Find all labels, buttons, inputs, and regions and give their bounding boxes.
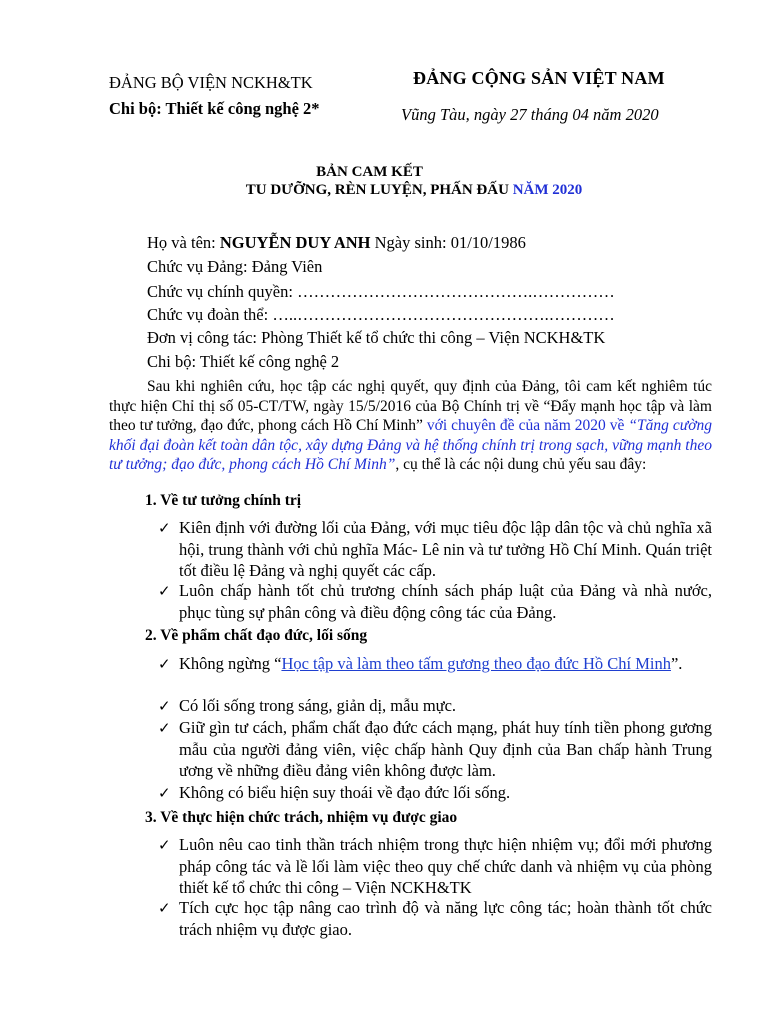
link-hoc-tap[interactable]: Học tập và làm theo tấm gương theo đạo đức Hồ Chí Minh bbox=[281, 654, 671, 673]
list-item: Giữ gìn tư cách, phẩm chất đạo đức cách mạng, phát huy tính tiền phong gương mẫu của người đảng viên, việc chấp hành Quy định của Ban chấp hành Trung ương về những điều đảng viên không được làm. bbox=[179, 718, 712, 780]
branch-name: Chi bộ: Thiết kế công nghệ 2* bbox=[109, 99, 320, 118]
list-item: Luôn nêu cao tinh thần trách nhiệm trong thực hiện nhiệm vụ; đổi mới phương pháp công tác và lề lối làm việc theo quy chế chức danh và nhiệm vụ của phòng thiết kế tổ chức thi công – Viện NCKH&TK bbox=[179, 835, 712, 897]
check-icon: ✓ bbox=[158, 699, 171, 715]
list-item: Kiên định với đường lối của Đảng, với mục tiêu độc lập dân tộc và chủ nghĩa xã hội, trung thành với chủ nghĩa Mác- Lê nin và tư tưởng Hồ Chí Minh. Quán triệt tốt điều lệ Đảng và nghị quyết các cấp. bbox=[179, 518, 712, 580]
check-icon: ✓ bbox=[158, 901, 171, 917]
gov-role: Chức vụ chính quyền: …………………………………….…………… bbox=[147, 282, 615, 301]
list-item: Tích cực học tập nâng cao trình độ và năng lực công tác; hoàn thành tốt chức trách nhiệm vụ được giao. bbox=[179, 898, 712, 939]
check-icon: ✓ bbox=[158, 838, 171, 854]
union-role: Chức vụ đoàn thể: …..……………………………………….………… bbox=[147, 305, 615, 324]
list-item: Không có biểu hiện suy thoái về đạo đức lối sống. bbox=[179, 783, 511, 802]
document-title: BẢN CAM KẾT bbox=[316, 164, 423, 180]
full-name: NGUYỄN DUY ANH bbox=[219, 233, 371, 252]
party-heading: ĐẢNG CỘNG SẢN VIỆT NAM bbox=[413, 68, 665, 88]
section-heading: 1. Về tư tưởng chính trị bbox=[145, 492, 302, 509]
list-item: Có lối sống trong sáng, giản dị, mẫu mực. bbox=[179, 696, 457, 715]
list-item: Không ngừng “Học tập và làm theo tấm gương theo đạo đức Hồ Chí Minh”. bbox=[179, 654, 683, 673]
check-icon: ✓ bbox=[158, 521, 171, 537]
org-name: ĐẢNG BỘ VIỆN NCKH&TK bbox=[109, 73, 313, 92]
document-subtitle: TU DƯỠNG, RÈN LUYỆN, PHẤN ĐẤU NĂM 2020 bbox=[245, 182, 583, 198]
check-icon: ✓ bbox=[158, 657, 171, 673]
check-icon: ✓ bbox=[158, 584, 171, 600]
section-heading: 2. Về phẩm chất đạo đức, lối sống bbox=[145, 627, 368, 644]
check-icon: ✓ bbox=[158, 786, 171, 802]
list-item: Luôn chấp hành tốt chủ trương chính sách pháp luật của Đảng và nhà nước, phục tùng sự phân công và điều động công tác của Đảng. bbox=[179, 581, 712, 622]
party-role: Chức vụ Đảng: Đảng Viên bbox=[147, 257, 323, 276]
document-date: Vũng Tàu, ngày 27 tháng 04 năm 2020 bbox=[401, 105, 659, 124]
birth-date: Ngày sinh: 01/10/1986 bbox=[370, 233, 526, 252]
check-icon: ✓ bbox=[158, 721, 171, 737]
name-line: Họ và tên: NGUYỄN DUY ANH Ngày sinh: 01/10/1986 bbox=[147, 233, 526, 252]
work-unit: Đơn vị công tác: Phòng Thiết kế tổ chức thi công – Viện NCKH&TK bbox=[147, 328, 606, 347]
party-branch: Chi bộ: Thiết kế công nghệ 2 bbox=[147, 352, 340, 371]
intro-paragraph: Sau khi nghiên cứu, học tập các nghị quyết, quy định của Đảng, tôi cam kết nghiêm túc thực hiện Chỉ thị số 05-CT/TW, ngày 15/5/2016 của Bộ Chính trị về “Đẩy mạnh học tập và làm theo tư tưởng, đạo đức, phong cách Hồ Chí Minh” với chuyên đề của năm 2020 về “Tăng cường khối đại đoàn kết toàn dân tộc, xây dựng Đảng và hệ thống chính trị trong sạch, vững mạnh theo tư tưởng; đạo đức, phong cách Hồ Chí Minh”, cụ thể là các nội dung chủ yếu sau đây: bbox=[109, 378, 713, 473]
section-heading: 3. Về thực hiện chức trách, nhiệm vụ được giao bbox=[145, 809, 458, 826]
